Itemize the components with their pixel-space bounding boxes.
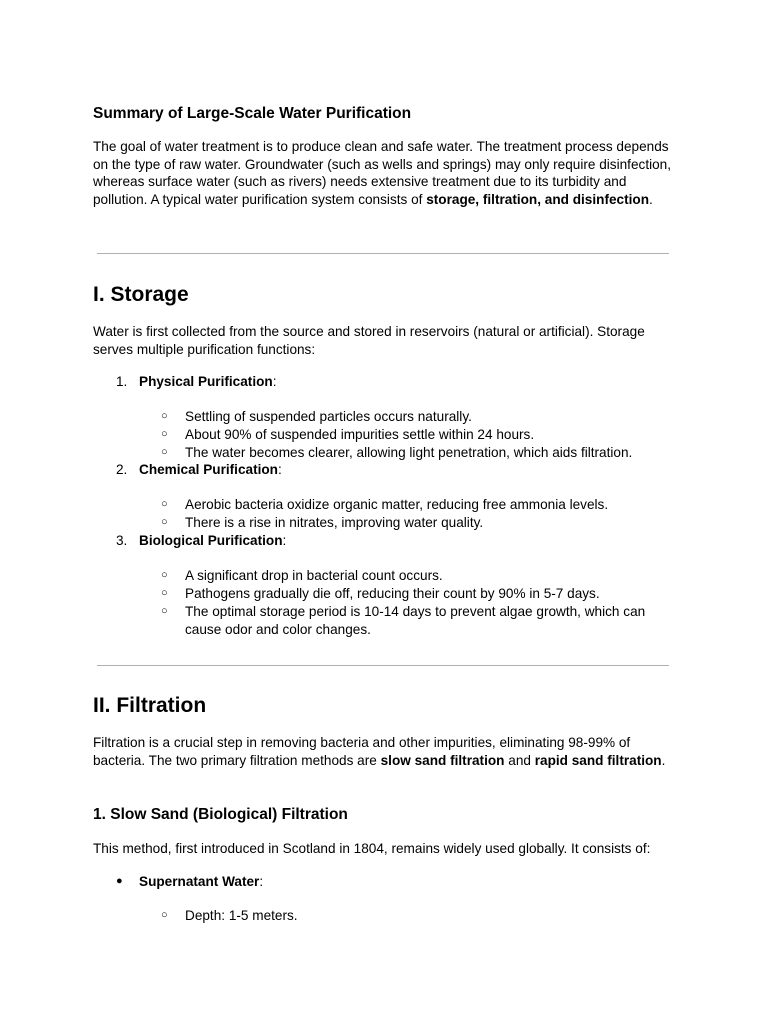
sub-list-item: Aerobic bacteria oxidize organic matter, reducing free ammonia levels. [185, 497, 609, 512]
sub-list-item: Pathogens gradually die off, reducing their count by 90% in 5-7 days. [185, 586, 600, 601]
list-item [139, 461, 282, 479]
list-number: 3. [116, 533, 128, 548]
document-title: Summary of Large-Scale Water Purification [93, 105, 412, 122]
filtration-intro-end: . [661, 752, 666, 768]
circle-bullet-icon: ○ [161, 516, 168, 528]
list-number: 2. [116, 462, 128, 477]
filtration-bold-slow: slow sand filtration [380, 752, 505, 768]
filtration-heading: II. Filtration [93, 694, 207, 717]
list-item-colon: : [272, 374, 277, 389]
circle-bullet-icon: ○ [161, 498, 168, 510]
filtration-intro-text: Filtration is a crucial step in removing bacteria and other impurities, eliminating 98-99% of bacteria. The two primary filtration methods are [93, 735, 631, 768]
list-item-colon: : [259, 874, 264, 889]
list-item-colon: : [278, 462, 282, 477]
storage-heading: I. Storage [93, 283, 189, 306]
list-number: 1. [116, 374, 128, 389]
intro-end: . [649, 191, 653, 207]
circle-bullet-icon: ○ [161, 446, 168, 458]
intro-paragraph [93, 138, 673, 208]
slow-sand-intro: This method, first introduced in Scotland in 1804, remains widely used globally. It consists of: [93, 841, 651, 856]
filtration-bold-rapid: rapid sand filtration [534, 752, 662, 768]
list-item-label: Chemical Purification [139, 462, 278, 477]
sub-list-item: The water becomes clearer, allowing light penetration, which aids filtration. [185, 445, 633, 460]
storage-intro: Water is first collected from the source and stored in reservoirs (natural or artificial). Storage serves multiple purification functions: [93, 324, 645, 357]
section-divider [97, 253, 669, 254]
slow-sand-heading: 1. Slow Sand (Biological) Filtration [93, 806, 348, 823]
circle-bullet-icon: ○ [161, 605, 168, 617]
sub-list-item: About 90% of suspended impurities settle within 24 hours. [185, 427, 535, 442]
list-item [139, 532, 286, 550]
disc-bullet-icon: ● [116, 875, 123, 887]
list-item [139, 873, 263, 891]
circle-bullet-icon: ○ [161, 410, 168, 422]
list-item-label: Biological Purification [139, 533, 283, 548]
circle-bullet-icon: ○ [161, 909, 168, 921]
list-item [139, 373, 277, 391]
sub-list-item: The optimal storage period is 10-14 days to prevent algae growth, which can cause odor and color changes. [185, 604, 646, 637]
filtration-intro [93, 734, 675, 769]
list-item-label: Supernatant Water [139, 874, 260, 889]
section-divider [97, 665, 669, 666]
sub-list-item: Settling of suspended particles occurs naturally. [185, 409, 472, 424]
circle-bullet-icon: ○ [161, 587, 168, 599]
intro-bold: storage, filtration, and disinfection [426, 191, 650, 207]
sub-list-item: A significant drop in bacterial count occurs. [185, 568, 443, 583]
sub-list-item: Depth: 1-5 meters. [185, 908, 298, 923]
list-item-label: Physical Purification [139, 374, 273, 389]
sub-list-item: There is a rise in nitrates, improving water quality. [185, 515, 484, 530]
circle-bullet-icon: ○ [161, 569, 168, 581]
intro-text: The goal of water treatment is to produce clean and safe water. The treatment process depends on the type of raw water. Groundwater (such as wells and springs) may only require disinfection, whereas surface water (such as rivers) needs extensive treatment due to its turbidity and pollution. A typical water purification system consists of [93, 139, 672, 207]
circle-bullet-icon: ○ [161, 428, 168, 440]
list-item-colon: : [282, 533, 287, 548]
filtration-intro-and: and [504, 752, 535, 768]
